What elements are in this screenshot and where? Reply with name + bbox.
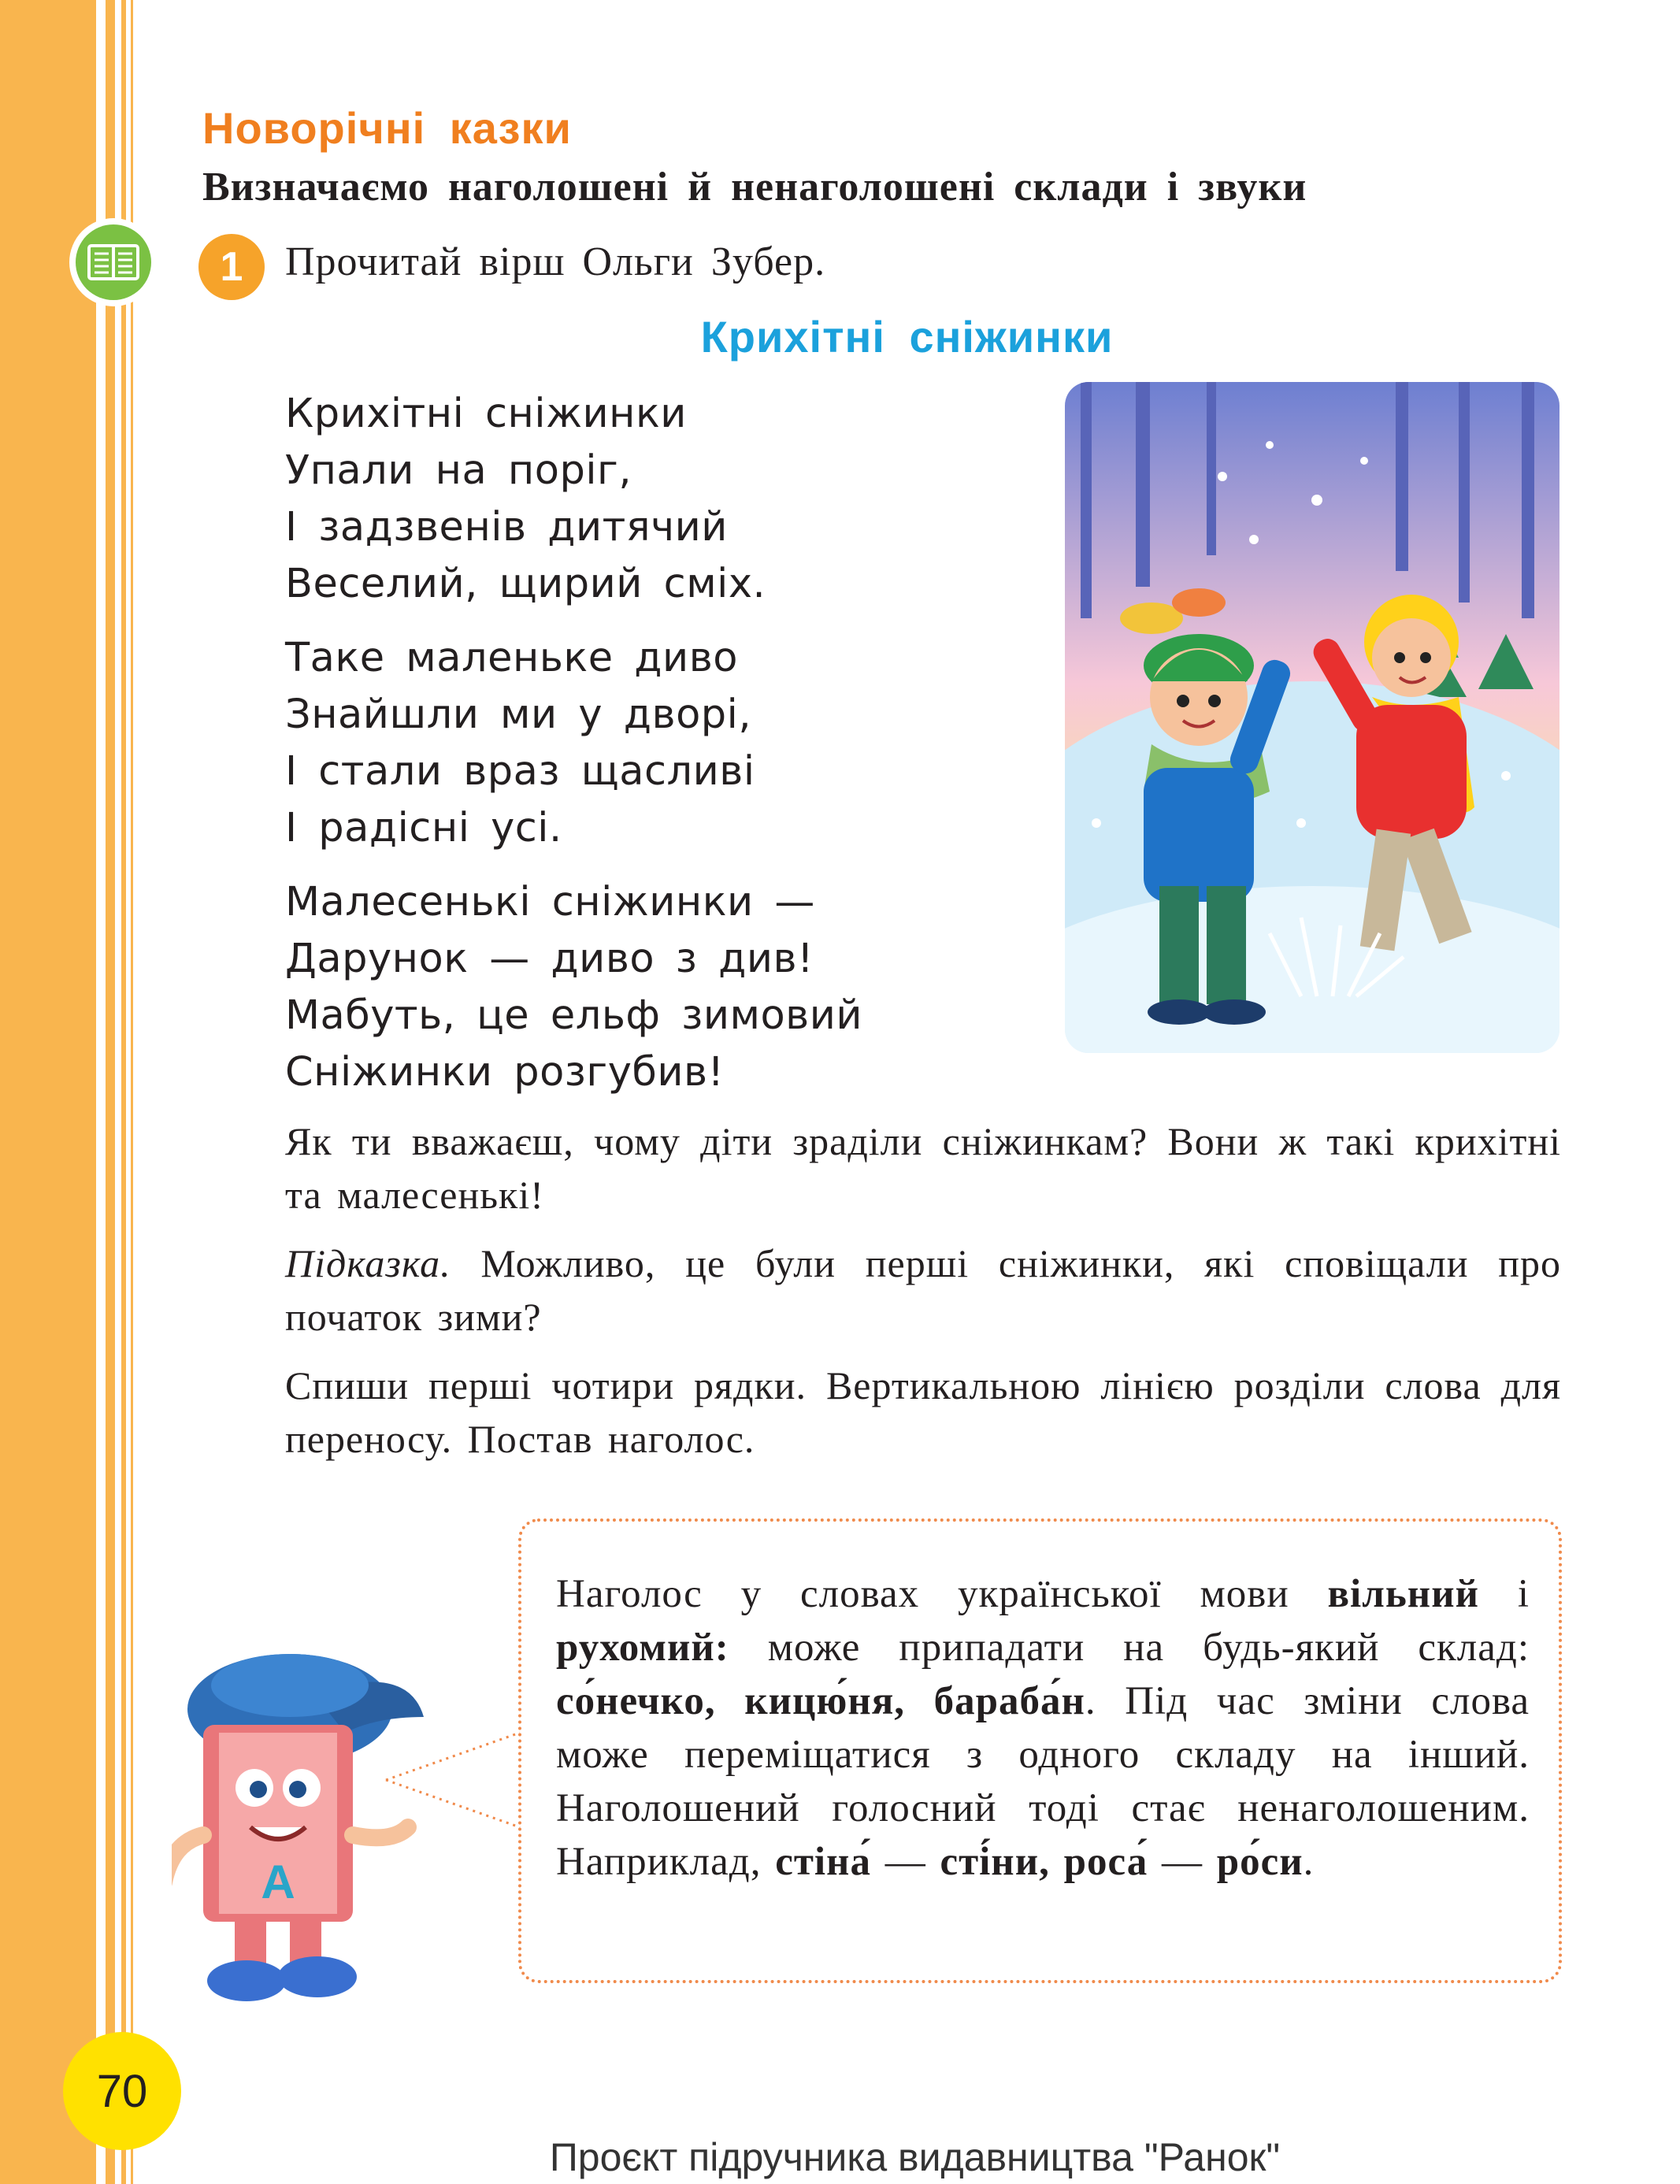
section-title: Новорічні казки [202,103,572,153]
reading-book-icon [69,218,158,306]
question-text: Як ти вважаєш, чому діти зраділи сніжинкам? Вони ж такі крихітні та малесенькі! [285,1119,1561,1217]
poem-title: Крихітні сніжинки [700,312,1114,362]
poem-line: Крихітні сніжинки [285,391,687,437]
poem-line: Таке маленьке диво [285,635,738,681]
rule-text: Наголос у словах української мови вільний і рухомий: може припадати на будь-який склад: со́нечко, кицю́ня, бараба́н. Під час зміни слова може переміщатися з одного складу на інший. Наголошений голосний тоді стає ненаголошеним. Наприклад, стіна́ — сті́ни, роса́ — ро́си. [556,1572,1530,1884]
hint-label: Підказка. [285,1241,451,1285]
exercise-text: Спиши перші чотири рядки. Вертикальною лінією розділи слова для переносу. Постав наголос. [285,1363,1561,1461]
footer-note: Проєкт підручника видавництва "Ранок" [549,2135,1281,2179]
poem-line: Малесенькі сніжинки — [285,879,815,925]
poem-text [285,386,862,1118]
mascot-letter: А [261,1856,295,1908]
lesson-topic: Визначаємо наголошені й ненаголошені склади і звуки [202,165,1307,210]
poem-line: І задзвенів дитячий [285,504,728,551]
winter-children-illustration [1065,382,1559,1053]
task-instruction: Прочитай вірш Ольги Зубер. [285,239,826,284]
poem-line: І радісні усі. [285,805,562,851]
poem-line: І стали враз щасливі [285,748,755,795]
poem-line: Дарунок — диво з див! [285,936,814,982]
hint-paragraph [285,1237,1561,1344]
poem-line: Знайшли ми у дворі, [285,692,752,738]
poem-stanza [285,386,862,613]
poem-stanza [285,874,862,1101]
page-number: 70 [63,2032,181,2150]
poem-line: Мабуть, це ельф зимовий [285,992,863,1039]
book-mascot-illustration [172,1646,432,2008]
hint-text: Можливо, це були перші сніжинки, які сповіщали про початок зими? [285,1241,1562,1339]
poem-stanza [285,630,862,857]
poem-line: Упали на поріг, [285,447,632,494]
poem-line: Веселий, щирий сміх. [285,561,766,607]
poem-line: Сніжинки розгубив! [285,1049,725,1096]
task-number-badge: 1 [198,234,265,300]
